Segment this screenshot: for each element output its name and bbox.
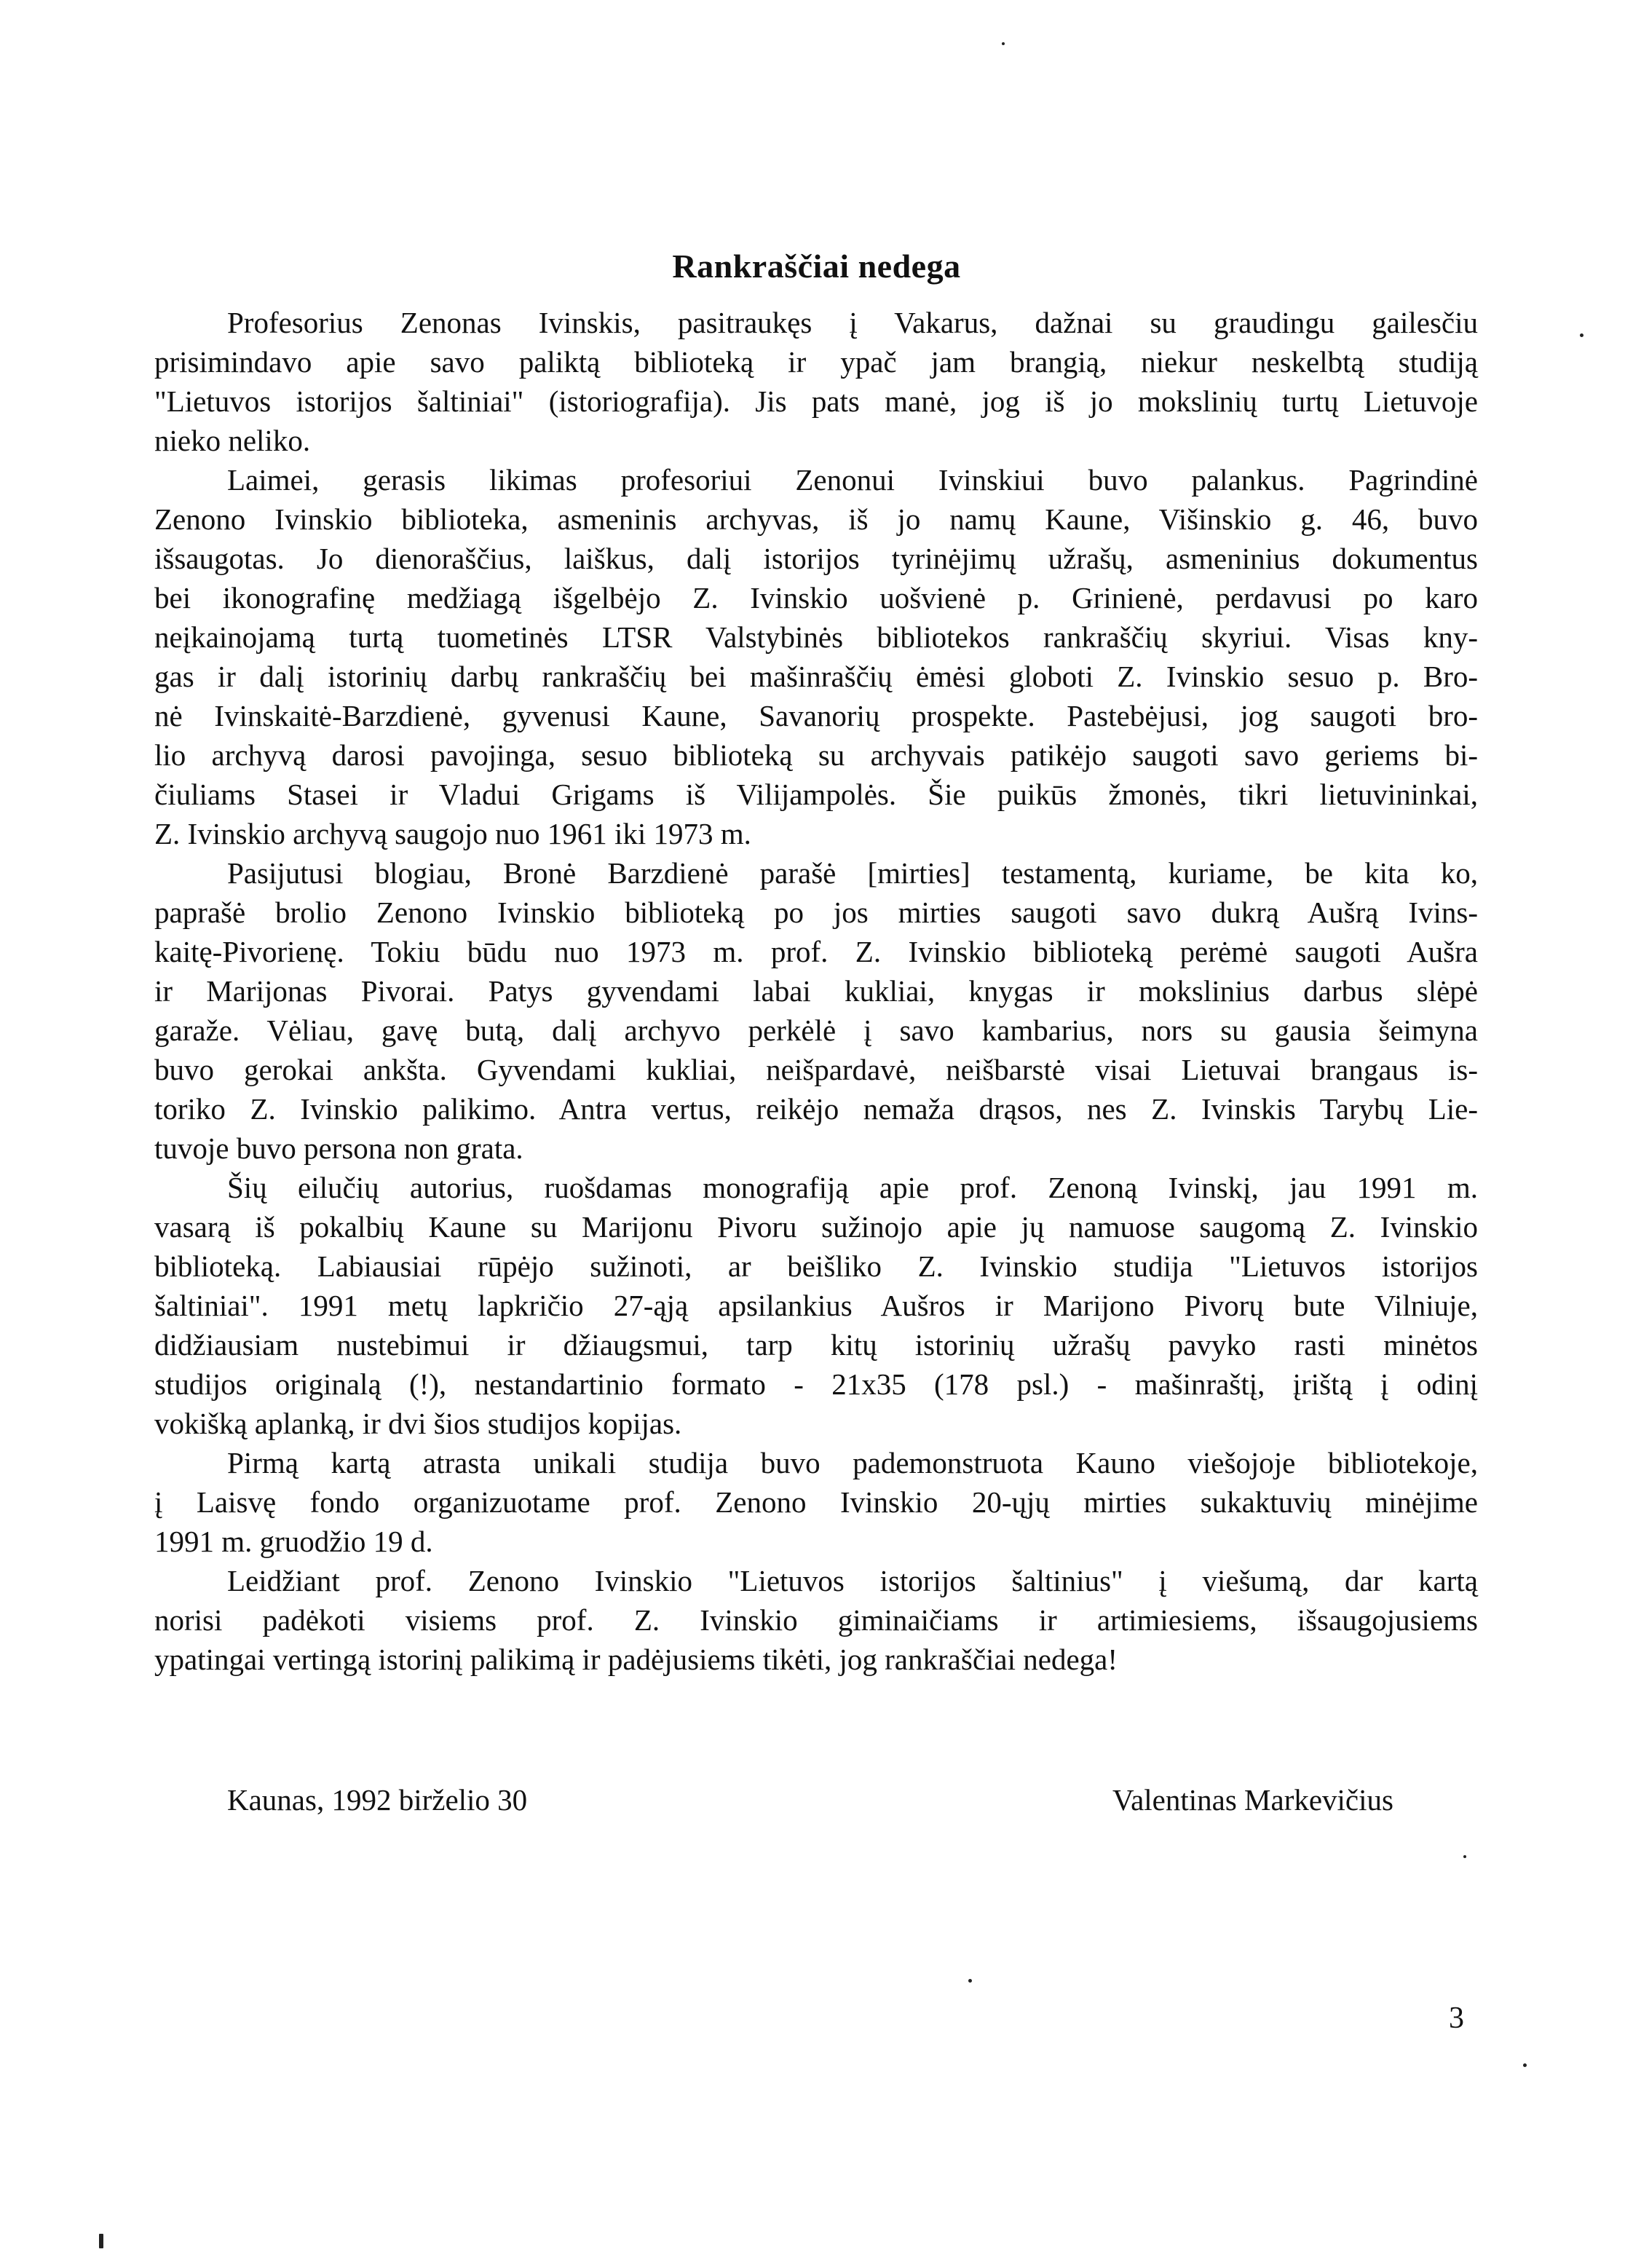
- paragraph-2: [154, 460, 1478, 853]
- scan-speck: [1463, 1855, 1466, 1858]
- text-line: Pirmą kartą atrasta unikali studija buvo pademonstruota Kauno viešojoje bibliotekoje,: [227, 1446, 1478, 1479]
- text-line: biblioteką. Labiausiai rūpėjo sužinoti, ar beišliko Z. Ivinskio studija "Lietuvos istorijos: [154, 1249, 1478, 1283]
- text-line: kaitę-Pivorienę. Tokiu būdu nuo 1973 m. prof. Z. Ivinskio biblioteką perėmė saugoti Aušra: [154, 935, 1478, 968]
- text-line: 1991 m. gruodžio 19 d.: [154, 1525, 433, 1558]
- text-line: nieko neliko.: [154, 424, 311, 457]
- text-line: neįkainojamą turtą tuometinės LTSR Valstybinės bibliotekos rankraščių skyriui. Visas kny-: [154, 620, 1478, 654]
- text-line: Zenono Ivinskio biblioteka, asmeninis archyvas, iš jo namų Kaune, Višinskio g. 46, buvo: [154, 502, 1478, 536]
- author-signature: Valentinas Markevičius: [1112, 1783, 1393, 1817]
- text-line: ypatingai vertingą istorinį palikimą ir padėjusiems tikėti, jog rankraščiai nedega!: [154, 1643, 1118, 1676]
- text-line: toriko Z. Ivinskio palikimo. Antra vertus, reikėjo nemaža drąsos, nes Z. Ivinskis Tarybų Lie-: [154, 1092, 1478, 1126]
- text-line: Pasijutusi blogiau, Bronė Barzdienė parašė [mirties] testamentą, kuriame, be kita ko,: [227, 856, 1478, 890]
- article-body: [154, 303, 1478, 1679]
- text-line: vasarą iš pokalbių Kaune su Marijonu Pivoru sužinojo apie jų namuose saugomą Z. Ivinskio: [154, 1210, 1478, 1244]
- paragraph-4: [154, 1168, 1478, 1443]
- text-line: Z. Ivinskio archyvą saugojo nuo 1961 iki 1973 m.: [154, 817, 751, 850]
- scan-speck: [1523, 2063, 1527, 2067]
- page-number: 3: [1449, 2002, 1464, 2035]
- text-line: šaltiniai". 1991 metų lapkričio 27-ąją apsilankius Aušros ir Marijono Pivorų bute Vilniuje,: [154, 1289, 1478, 1322]
- scan-speck: [1002, 42, 1005, 45]
- text-line: Šių eilučių autorius, ruošdamas monografiją apie prof. Zenoną Ivinskį, jau 1991 m.: [227, 1171, 1478, 1204]
- text-line: buvo gerokai ankšta. Gyvendami kukliai, neišpardavė, neišbarstė visai Lietuvai brangaus is-: [154, 1053, 1478, 1086]
- text-line: norisi padėkoti visiems prof. Z. Ivinskio giminaičiams ir artimiesiems, išsaugojusiems: [154, 1603, 1478, 1637]
- text-line: Profesorius Zenonas Ivinskis, pasitraukęs į Vakarus, dažnai su graudingu gailesčiu: [227, 306, 1478, 339]
- text-line: garaže. Vėliau, gavę butą, dalį archyvo perkėlė į savo kambarius, nors su gausia šeimyna: [154, 1014, 1478, 1047]
- paragraph-1: [154, 303, 1478, 460]
- scan-speck: [1580, 333, 1583, 337]
- scan-speck: [968, 1979, 972, 1983]
- text-line: bei ikonografinę medžiagą išgelbėjo Z. Ivinskio uošvienė p. Grinienė, perdavusi po karo: [154, 581, 1478, 615]
- text-line: "Lietuvos istorijos šaltiniai" (istoriografija). Jis pats manė, jog iš jo mokslinių turtų Lietuvoje: [154, 384, 1478, 418]
- text-line: čiuliams Stasei ir Vladui Grigams iš Vilijampolės. Šie puikūs žmonės, tikri lietuvininkai,: [154, 778, 1478, 811]
- text-line: didžiausiam nustebimui ir džiaugsmui, tarp kitų istorinių užrašų pavyko rasti minėtos: [154, 1328, 1478, 1362]
- text-line: tuvoje buvo persona non grata.: [154, 1131, 523, 1165]
- text-line: išsaugotas. Jo dienoraščius, laiškus, dalį istorijos tyrinėjimų užrašų, asmeninius dokumentus: [154, 542, 1478, 575]
- text-line: Leidžiant prof. Zenono Ivinskio "Lietuvos istorijos šaltinius" į viešumą, dar kartą: [227, 1564, 1478, 1597]
- text-line: lio archyvą darosi pavojinga, sesuo biblioteką su archyvais patikėjo saugoti savo geriems bi-: [154, 738, 1478, 772]
- place-date: Kaunas, 1992 birželio 30: [227, 1783, 528, 1817]
- text-line: į Laisvę fondo organizuotame prof. Zenono Ivinskio 20-ųjų mirties sukaktuvių minėjime: [154, 1485, 1478, 1519]
- paragraph-3: [154, 853, 1478, 1168]
- paragraph-5: [154, 1443, 1478, 1561]
- text-line: nė Ivinskaitė-Barzdienė, gyvenusi Kaune, Savanorių prospekte. Pastebėjusi, jog saugoti bro-: [154, 699, 1478, 732]
- page-title: Rankraščiai nedega: [672, 248, 961, 285]
- scan-speck: [99, 2234, 103, 2248]
- paragraph-6: [154, 1561, 1478, 1679]
- text-line: Laimei, gerasis likimas profesoriui Zenonui Ivinskiui buvo palankus. Pagrindinė: [227, 463, 1478, 497]
- text-line: paprašė brolio Zenono Ivinskio biblioteką po jos mirties saugoti savo dukrą Aušrą Ivins-: [154, 896, 1478, 929]
- text-line: studijos originalą (!), nestandartinio formato - 21x35 (178 psl.) - mašinraštį, įrištą į odinį: [154, 1367, 1478, 1401]
- text-line: ir Marijonas Pivorai. Patys gyvendami labai kukliai, knygas ir mokslinius darbus slėpė: [154, 974, 1478, 1008]
- text-line: gas ir dalį istorinių darbų rankraščių bei mašinraščių ėmėsi globoti Z. Ivinskio sesuo p. Bro-: [154, 660, 1478, 693]
- text-line: prisimindavo apie savo paliktą biblioteką ir ypač jam brangią, niekur neskelbtą studiją: [154, 345, 1478, 379]
- text-line: vokišką aplanką, ir dvi šios studijos kopijas.: [154, 1407, 682, 1440]
